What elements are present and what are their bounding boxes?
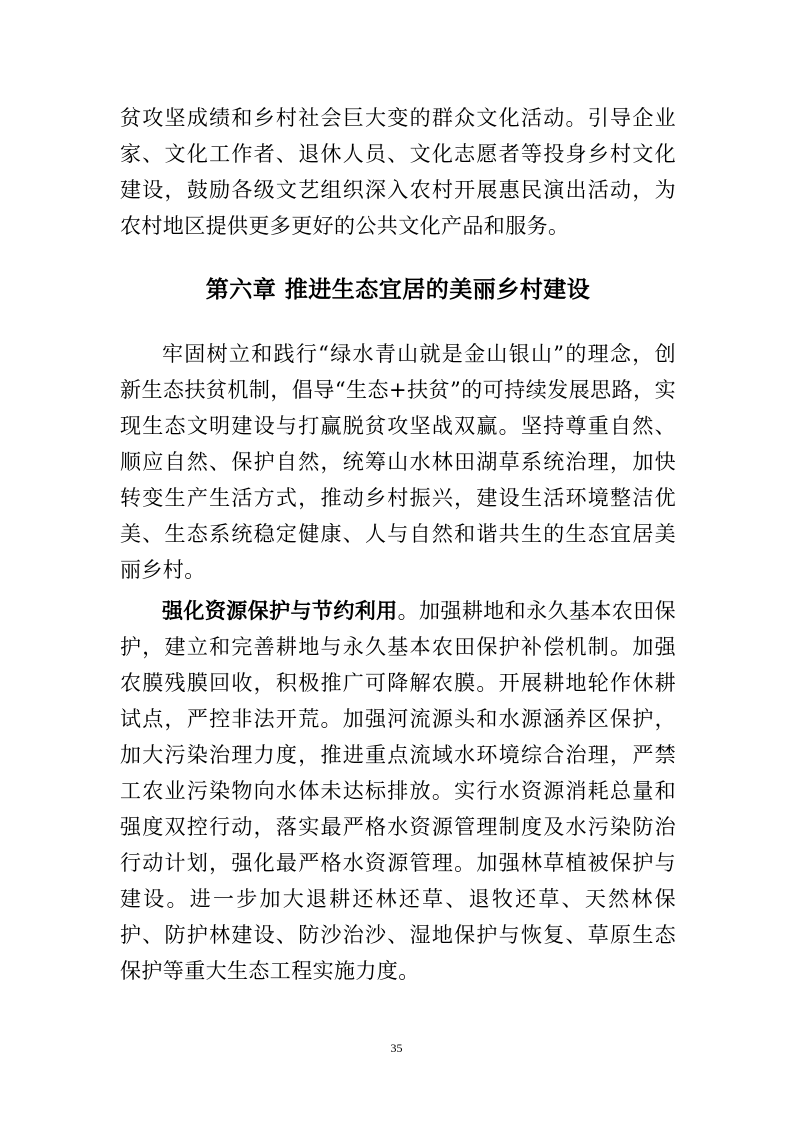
paragraph-body-text: 。加强耕地和永久基本农田保护，建立和完善耕地与永久基本农田保护补偿机制。加强农膜残膜回收，积极推广可降解农膜。开展耕地轮作休耕试点，严控非法开荒。加强河流源头和水源涵养区保护，加大污染治理力度，推进重点流域水环境综合治理，严禁工农业污染物向水体未达标排放。实行水资源消耗总量和强度双控行动，落实最严格水资源管理制度及水污染防治行动计划，强化最严格水资源管理。加强林草植被保护与建设。进一步加大退耕还林还草、退牧还草、天然林保护、防护林建设、防沙治沙、湿地保护与恢复、草原生态保护等重大生态工程实施力度。 <box>120 599 676 983</box>
paragraph-cultural-activities: 贫攻坚成绩和乡村社会巨大变的群众文化活动。引导企业家、文化工作者、退休人员、文化志愿者等投身乡村文化建设，鼓励各级文艺组织深入农村开展惠民演出活动，为农村地区提供更多更好的公共文化产品和服务。 <box>120 106 676 238</box>
page-number: 35 <box>390 1041 403 1055</box>
paragraph-resource-protection <box>120 593 676 989</box>
chapter-heading: 第六章 推进生态宜居的美丽乡村建设 <box>205 277 591 303</box>
paragraph-ecological-intro: 牢固树立和践行“绿水青山就是金山银山”的理念，创新生态扶贫机制，倡导“生态+扶贫”的可持续发展思路，实现生态文明建设与打赢脱贫攻坚战双赢。坚持尊重自然、顺应自然、保护自然，统筹山水林田湖草系统治理，加快转变生产生活方式，推动乡村振兴，建设生活环境整洁优美、生态系统稳定健康、人与自然和谐共生的生态宜居美丽乡村。 <box>120 342 676 582</box>
paragraph-lead-text: 强化资源保护与节约利用 <box>162 598 398 623</box>
